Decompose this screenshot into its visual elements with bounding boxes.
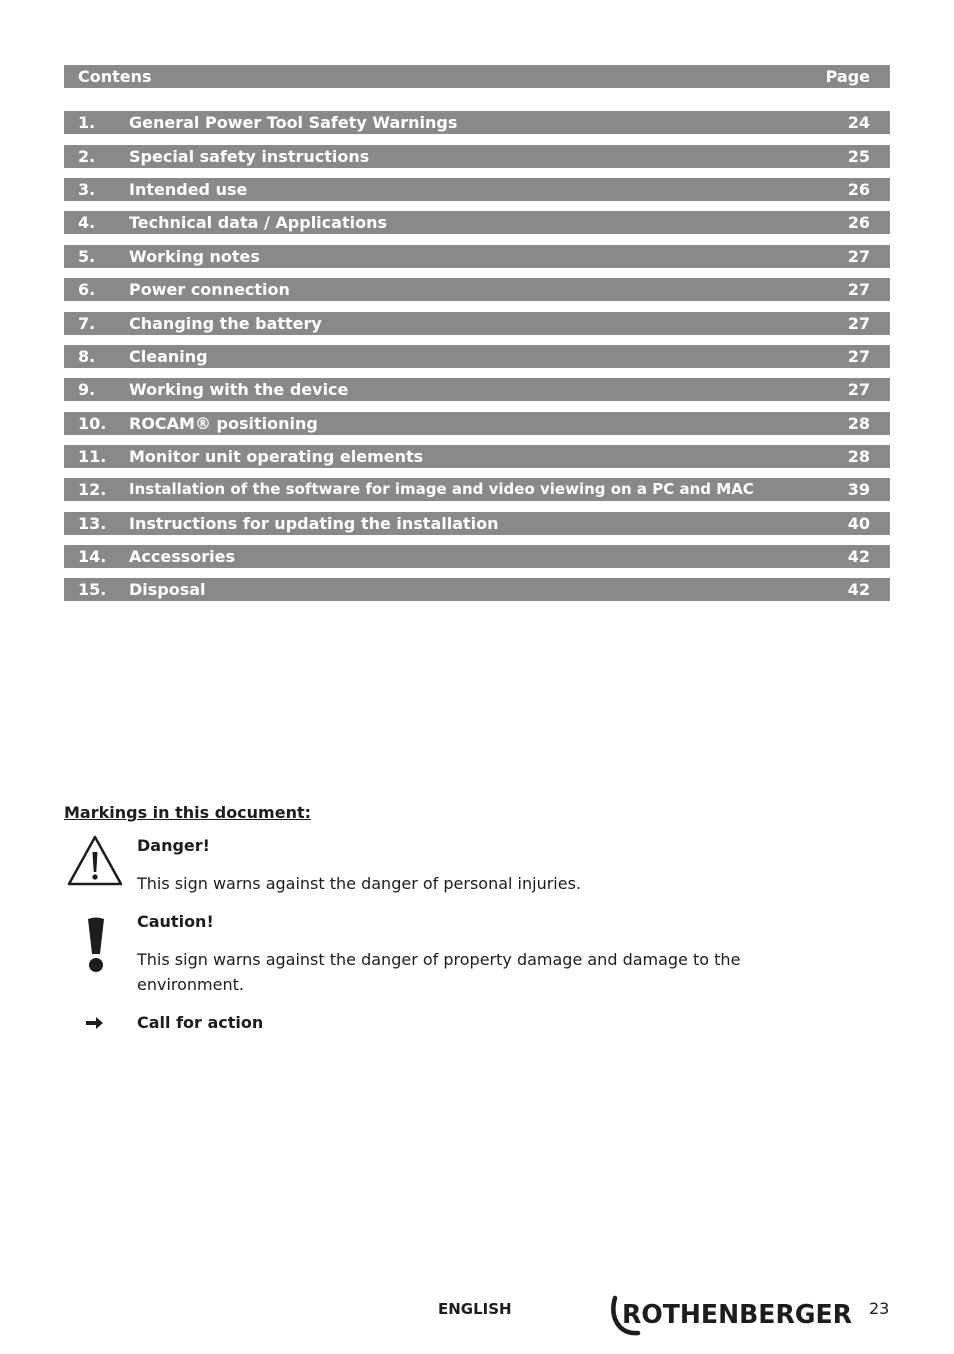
toc-row[interactable] (64, 211, 890, 234)
toc-row[interactable] (64, 278, 890, 301)
toc-row-page: 28 (847, 414, 870, 433)
toc-row-title: Technical data / Applications (129, 213, 387, 232)
action-title: Call for action (137, 1013, 264, 1032)
toc-row-page: 40 (847, 514, 870, 533)
toc-row-title: Instructions for updating the installation (129, 514, 499, 533)
toc-row[interactable] (64, 578, 890, 601)
toc-row[interactable] (64, 378, 890, 401)
toc-row-number: 4. (78, 213, 96, 232)
toc-row[interactable] (64, 312, 890, 335)
toc-row-number: 12. (78, 480, 107, 499)
toc-row-page: 27 (847, 280, 870, 299)
toc-row-page: 42 (847, 547, 870, 566)
toc-row-title: Installation of the software for image and video viewing on a PC and MAC (129, 480, 754, 498)
toc-row[interactable] (64, 412, 890, 435)
toc-row[interactable] (64, 345, 890, 368)
toc-row-page: 28 (847, 447, 870, 466)
toc-row-title: Power connection (129, 280, 290, 299)
toc-row-number: 5. (78, 247, 96, 266)
toc-row-number: 1. (78, 113, 96, 132)
toc-row-page: 26 (847, 180, 870, 199)
toc-row-title: Special safety instructions (129, 147, 370, 166)
toc-row[interactable] (64, 445, 890, 468)
toc-row-title: General Power Tool Safety Warnings (129, 113, 458, 132)
toc-row-number: 7. (78, 314, 96, 333)
toc-row[interactable] (64, 245, 890, 268)
rothenberger-logo (608, 1294, 858, 1342)
toc-row-title: Cleaning (129, 347, 208, 366)
toc-row-number: 10. (78, 414, 107, 433)
toc-row-number: 6. (78, 280, 96, 299)
exclamation-icon (84, 916, 108, 978)
page-number: 23 (869, 1299, 890, 1318)
toc-row-number: 2. (78, 147, 96, 166)
toc-row[interactable] (64, 111, 890, 134)
toc-row-page: 27 (847, 247, 870, 266)
toc-row-number: 9. (78, 380, 96, 399)
footer-brand: ROTHENBERGER (622, 1300, 852, 1330)
caution-text: This sign warns against the danger of property damage and damage to the environment. (137, 950, 741, 994)
toc-header-label: Contens (78, 67, 152, 86)
toc-row-page: 25 (847, 147, 870, 166)
toc-row-title: Changing the battery (129, 314, 322, 333)
toc-row-number: 13. (78, 514, 107, 533)
toc-row-page: 27 (847, 314, 870, 333)
toc-row-title: Working with the device (129, 380, 349, 399)
toc-row[interactable] (64, 478, 890, 501)
toc-row-page: 39 (847, 480, 870, 499)
toc-row-title: Disposal (129, 580, 206, 599)
toc-row-number: 8. (78, 347, 96, 366)
footer-language: ENGLISH (438, 1300, 512, 1318)
toc-row-title: Monitor unit operating elements (129, 447, 424, 466)
toc-row-page: 27 (847, 380, 870, 399)
toc-row-title: Accessories (129, 547, 235, 566)
danger-text: This sign warns against the danger of personal injuries. (137, 874, 581, 893)
toc-row-title: Working notes (129, 247, 260, 266)
toc-row-number: 3. (78, 180, 96, 199)
toc-header (64, 65, 890, 88)
toc-row[interactable] (64, 178, 890, 201)
toc-row-title: ROCAM® positioning (129, 414, 318, 433)
toc-row[interactable] (64, 145, 890, 168)
arrow-right-icon (85, 1015, 105, 1035)
warning-triangle-icon (66, 834, 124, 892)
toc-row[interactable] (64, 512, 890, 535)
toc-row-page: 24 (847, 113, 870, 132)
toc-row-number: 15. (78, 580, 107, 599)
toc-row-page: 27 (847, 347, 870, 366)
danger-title: Danger! (137, 836, 210, 855)
toc-row-page: 26 (847, 213, 870, 232)
toc-row-page: 42 (847, 580, 870, 599)
toc-row-number: 11. (78, 447, 107, 466)
caution-title: Caution! (137, 912, 214, 931)
toc-row[interactable] (64, 545, 890, 568)
markings-heading: Markings in this document: (64, 803, 312, 822)
toc-header-page-label: Page (825, 67, 870, 86)
toc-row-title: Intended use (129, 180, 248, 199)
toc-row-number: 14. (78, 547, 107, 566)
